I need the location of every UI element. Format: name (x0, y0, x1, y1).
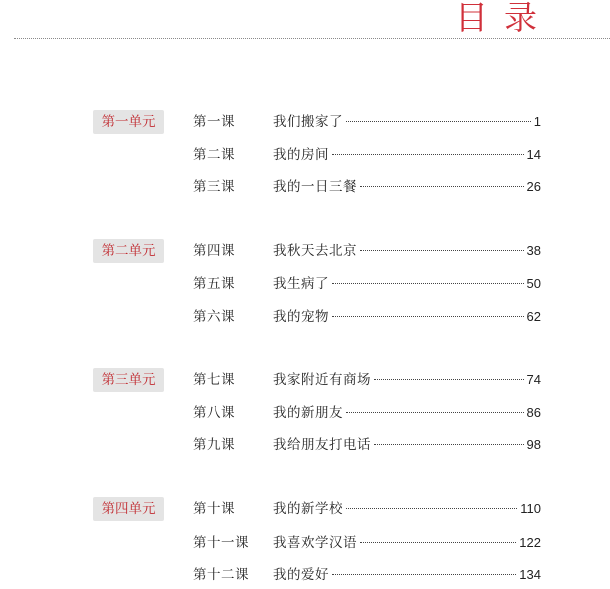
page-number: 26 (526, 179, 541, 194)
page-number: 110 (520, 501, 541, 516)
toc-row[interactable] (193, 435, 541, 455)
page-number: 38 (526, 243, 541, 258)
page-number: 14 (526, 147, 541, 162)
lesson-title: 我的一日三餐 (273, 179, 357, 195)
lesson-title: 我生病了 (273, 276, 329, 292)
lesson-number: 第二课 (193, 147, 235, 163)
unit-label-1: 第一单元 (93, 110, 164, 134)
dot-leader (332, 283, 524, 284)
dot-leader (374, 444, 524, 445)
page-title: 目录 (455, 0, 553, 37)
lesson-title: 我的新朋友 (273, 405, 343, 421)
lesson-number: 第一课 (193, 114, 235, 130)
page-number: 86 (526, 405, 541, 420)
page-number: 50 (526, 276, 541, 291)
lesson-number: 第六课 (193, 309, 235, 325)
lesson-title: 我给朋友打电话 (273, 437, 371, 453)
dot-leader (332, 316, 524, 317)
unit-label-2: 第二单元 (93, 239, 164, 263)
lesson-number: 第十课 (193, 501, 235, 517)
toc-row[interactable] (193, 370, 541, 390)
lesson-number: 第十二课 (193, 567, 249, 583)
dot-leader (332, 154, 524, 155)
header-divider (14, 38, 610, 39)
toc-row[interactable] (193, 307, 541, 327)
lesson-number: 第十一课 (193, 535, 249, 551)
lesson-title: 我的宠物 (273, 309, 329, 325)
lesson-number: 第四课 (193, 243, 235, 259)
dot-leader (360, 542, 516, 543)
lesson-title: 我喜欢学汉语 (273, 535, 357, 551)
toc-row[interactable] (193, 112, 541, 132)
toc-row[interactable] (193, 565, 541, 585)
page-number: 122 (519, 535, 541, 550)
lesson-title: 我家附近有商场 (273, 372, 371, 388)
page-number: 1 (533, 114, 541, 129)
lesson-title: 我的新学校 (273, 501, 343, 517)
unit-label-4: 第四单元 (93, 497, 164, 521)
toc-row[interactable] (193, 274, 541, 294)
toc-row[interactable] (193, 177, 541, 197)
lesson-number: 第五课 (193, 276, 235, 292)
unit-label-3: 第三单元 (93, 368, 164, 392)
lesson-number: 第七课 (193, 372, 235, 388)
dot-leader (346, 412, 524, 413)
dot-leader (374, 379, 524, 380)
lesson-title: 我的房间 (273, 147, 329, 163)
lesson-title: 我秋天去北京 (273, 243, 357, 259)
page-number: 74 (526, 372, 541, 387)
lesson-number: 第八课 (193, 405, 235, 421)
page-number: 62 (526, 309, 541, 324)
toc-row[interactable] (193, 145, 541, 165)
dot-leader (332, 574, 516, 575)
toc-row[interactable] (193, 403, 541, 423)
toc-row[interactable] (193, 241, 541, 261)
lesson-number: 第三课 (193, 179, 235, 195)
toc-row[interactable] (193, 533, 541, 553)
dot-leader (346, 121, 531, 122)
dot-leader (360, 250, 524, 251)
page-number: 98 (526, 437, 541, 452)
dot-leader (346, 508, 517, 509)
lesson-number: 第九课 (193, 437, 235, 453)
lesson-title: 我的爱好 (273, 567, 329, 583)
page-number: 134 (519, 567, 541, 582)
dot-leader (360, 186, 524, 187)
toc-row[interactable] (193, 499, 541, 519)
lesson-title: 我们搬家了 (273, 114, 343, 130)
